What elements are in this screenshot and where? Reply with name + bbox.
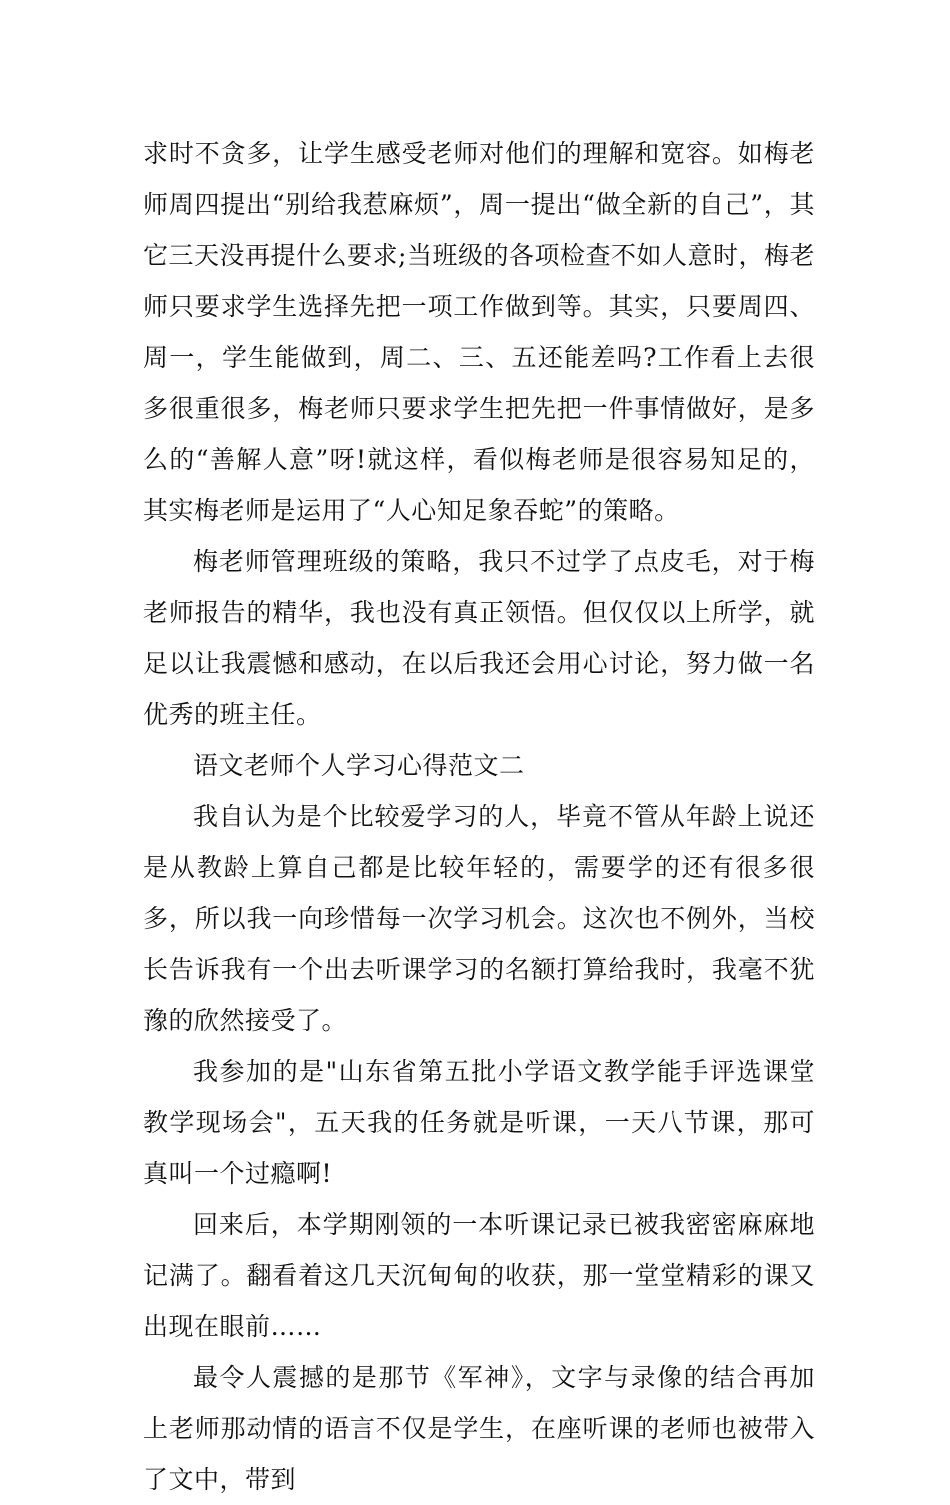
paragraph: 梅老师管理班级的策略，我只不过学了点皮毛，对于梅老师报告的精华，我也没有真正领悟。但仅仅以上所学，就足以让我震憾和感动，在以后我还会用心讨论，努力做一名优秀的班主任。 — [143, 547, 815, 729]
paragraph: 我参加的是"山东省第五批小学语文教学能手评选课堂教学现场会"，五天我的任务就是听课，一天八节课，那可真叫一个过瘾啊! — [143, 1057, 815, 1188]
paragraph: 回来后，本学期刚领的一本听课记录已被我密密麻麻地记满了。翻看着这几天沉甸甸的收获，那一堂堂精彩的课又出现在眼前…… — [143, 1210, 815, 1341]
paragraph-continuation: 求时不贪多，让学生感受老师对他们的理解和宽容。如梅老师周四提出“别给我惹麻烦”，周一提出“做全新的自己”，其它三天没再提什么要求;当班级的各项检查不如人意时，梅老师只要求学生选择先把一项工作做到等。其实，只要周四、周一，学生能做到，周二、三、五还能差吗?工作看上去很多很重很多，梅老师只要求学生把先把一件事情做好，是多么的“善解人意”呀!就这样，看似梅老师是很容易知足的，其实梅老师是运用了“人心知足象吞蛇”的策略。 — [143, 139, 815, 525]
document-body — [143, 128, 815, 1505]
paragraph: 我自认为是个比较爱学习的人，毕竟不管从年龄上说还是从教龄上算自己都是比较年轻的，需要学的还有很多很多，所以我一向珍惜每一次学习机会。这次也不例外，当校长告诉我有一个出去听课学习的名额打算给我时，我毫不犹豫的欣然接受了。 — [143, 802, 815, 1035]
section-heading: 语文老师个人学习心得范文二 — [193, 751, 525, 780]
paragraph: 最令人震撼的是那节《军神》，文字与录像的结合再加上老师那动情的语言不仅是学生，在座听课的老师也被带入了文中，带到 — [143, 1363, 815, 1494]
